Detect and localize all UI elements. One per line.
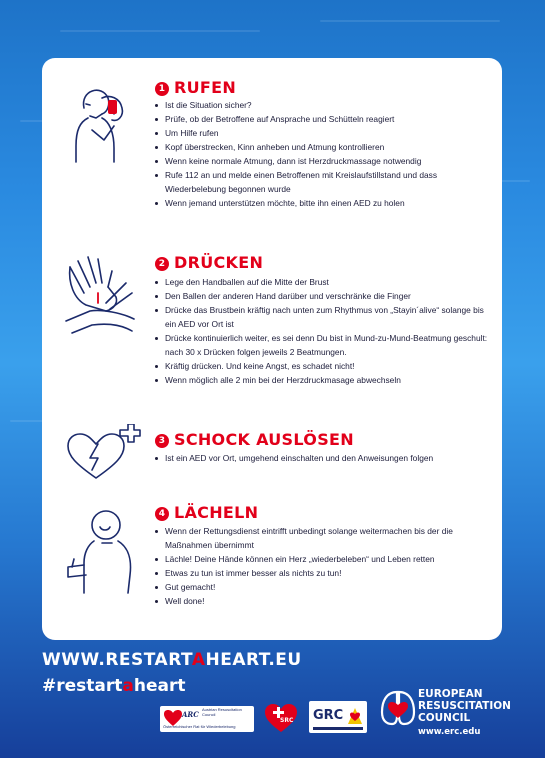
list-item: Etwas zu tun ist immer besser als nichts zu tun! [155, 566, 490, 580]
list-item: Wenn der Rettungsdienst eintrifft unbedingt solange weitermachen bis der die Maßnahmen übernimmt [155, 524, 490, 552]
list-item: Rufe 112 an und melde einen Betroffenen mit Kreislaufstillstand und dass Wiederbelebung begonnen wurde [155, 168, 490, 196]
grc-stripe [313, 727, 363, 730]
list-item: Wenn jemand unterstützen möchte, bitte ihn einen AED zu holen [155, 196, 490, 210]
bullet-list [155, 451, 490, 465]
list-item: Um Hilfe rufen [155, 126, 490, 140]
arc-name: Austrian Resuscitation Council [202, 707, 242, 717]
section-title: 3 SCHOCK AUSLÖSEN [155, 430, 354, 449]
list-item: Lächle! Deine Hände können ein Herz „wiederbeleben“ und Leben retten [155, 552, 490, 566]
erc-lungs-heart-icon [380, 688, 416, 728]
grc-logo [309, 701, 367, 733]
list-item: Kräftig drücken. Und keine Angst, es schadet nicht! [155, 359, 490, 373]
arc-logo [160, 706, 254, 732]
section-title: 2 DRÜCKEN [155, 253, 263, 272]
list-item: Drücke das Brustbein kräftig nach unten zum Rhythmus von „Stayin´alive“ solange bis ein AED vor Ort ist [155, 303, 490, 331]
arc-abbr: ARC [182, 710, 199, 719]
thumbs-up-person-icon [62, 503, 147, 598]
bullet-list [155, 275, 490, 387]
list-item: Gut gemacht! [155, 580, 490, 594]
erc-name: EUROPEAN RESUSCITATION COUNCIL [418, 688, 511, 724]
list-item: Kopf überstrecken, Kinn anheben und Atmung kontrollieren [155, 140, 490, 154]
list-item: Wenn möglich alle 2 min bei der Herzdruckmasage abwechseln [155, 373, 490, 387]
arc-subtitle: Österreichischer Rat für Wiederbelebung [163, 724, 236, 729]
list-item: Den Ballen der anderen Hand darüber und verschränke die Finger [155, 289, 490, 303]
hands-compression-icon [62, 253, 142, 338]
list-item: Ist ein AED vor Ort, umgehend einschalten und den Anweisungen folgen [155, 451, 490, 465]
src-abbr: SRC [280, 717, 294, 724]
aed-heart-icon [62, 424, 142, 484]
bullet-list [155, 524, 490, 608]
erc-logo [380, 688, 416, 728]
list-item: Well done! [155, 594, 490, 608]
erc-website-link[interactable]: www.erc.edu [418, 727, 481, 737]
list-item: Drücke kontinuierlich weiter, es sei denn Du bist in Mund-zu-Mund-Beatmung geschult: nach 30 x Drücken folgen jeweils 2 Beatmungen. [155, 331, 490, 359]
list-item: Wenn keine normale Atmung, dann ist Herzdruckmassage notwendig [155, 154, 490, 168]
bullet-list [155, 98, 490, 210]
grc-abbr: GRC [313, 708, 344, 723]
website-link[interactable]: WWW.RESTARTAHEART.EU [42, 650, 302, 670]
src-logo [263, 703, 299, 733]
grc-heart-icon [347, 706, 363, 726]
list-item: Lege den Handballen auf die Mitte der Brust [155, 275, 490, 289]
section-title: 4 LÄCHELN [155, 503, 258, 522]
section-title: 1 RUFEN [155, 78, 236, 97]
list-item: Prüfe, ob der Betroffene auf Ansprache und Schütteln reagiert [155, 112, 490, 126]
instruction-card [42, 58, 502, 640]
list-item: Ist die Situation sicher? [155, 98, 490, 112]
hashtag: #restartaheart [42, 676, 186, 696]
person-calling-icon [62, 78, 142, 168]
